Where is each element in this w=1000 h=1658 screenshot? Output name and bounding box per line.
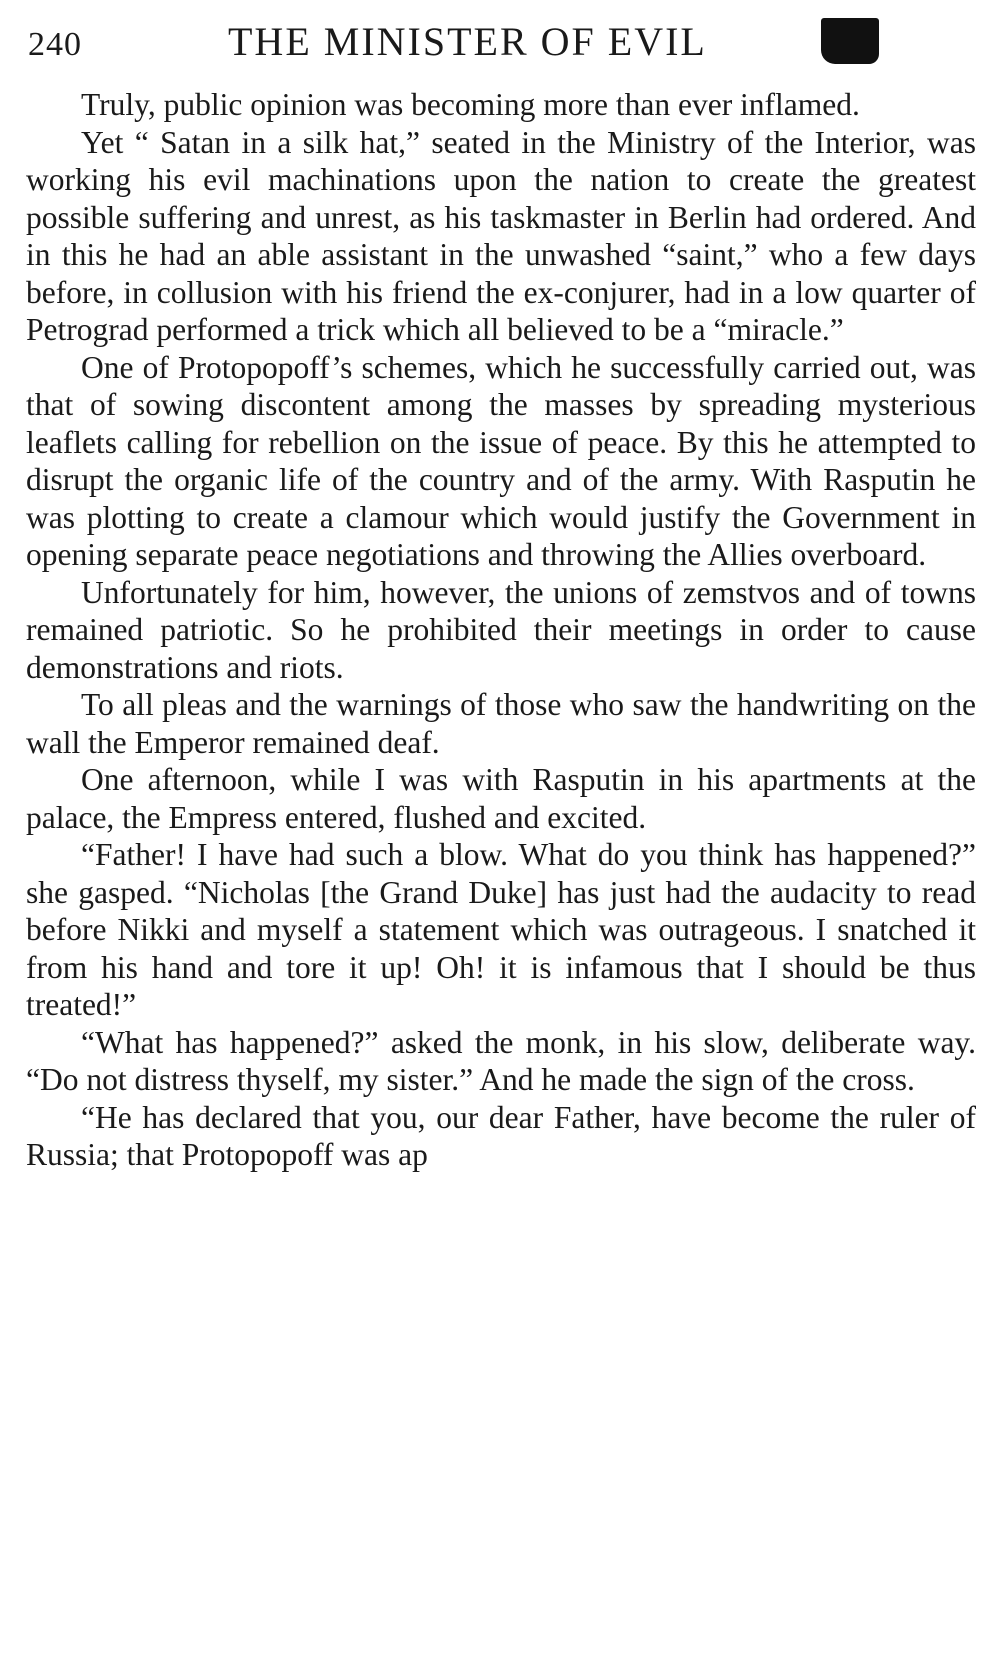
paragraph: One of Protopopoff’s schemes, which he successfully carried out, was that of sowing discontent among the masses by spreading mysterious leaflets calling for rebellion on the issue of peace. By this he attempted to disrupt the organic life of the country and of the army. With Rasputin he was plotting to create a clamour which would justify the Government in opening separate peace negotiations and throwing the Allies overboard. <box>26 349 976 572</box>
paragraph: “What has happened?” asked the monk, in his slow, deliberate way. “Do not distress thyself, my sister.” And he made the sign of the cross. <box>26 1024 976 1097</box>
book-title: THE MINISTER OF EVIL <box>228 19 707 64</box>
paragraph: “Father! I have had such a blow. What do you think has happened?” she gasped. “Nicholas [the Grand Duke] has just had the audacity to read before Nikki and myself a statement which was outrageous. I snatched it from his hand and tore it up! Oh! it is infamous that I should be thus treated!” <box>26 837 976 1022</box>
paragraph: Unfortunately for him, however, the unions of zemstvos and of towns remained patriotic. So he prohibited their meetings in order to cause demonstrations and riots. <box>26 574 976 685</box>
paragraph: Yet “ Satan in a silk hat,” seated in the Ministry of the Interior, was working his evil machinations upon the nation to create the greatest possible suffering and unrest, as his taskmaster in Berlin had ordered. And in this he had an able assistant in the unwashed “saint,” who a few days before, in collusion with his friend the ex-conjurer, had in a low quarter of Petrograd performed a trick which all believed to be a “miracle.” <box>26 124 976 347</box>
body-text <box>26 86 976 1174</box>
paragraph: Truly, public opinion was becoming more than ever inflamed. <box>81 87 860 122</box>
page-number: 240 <box>28 26 82 63</box>
paragraph: “He has declared that you, our dear Father, have become the ruler of Russia; that Protopopoff was ap <box>26 1099 976 1172</box>
paragraph: To all pleas and the warnings of those who saw the handwriting on the wall the Emperor remained deaf. <box>26 687 976 760</box>
running-head <box>28 18 958 78</box>
ink-smudge <box>821 18 879 64</box>
paragraph: One afternoon, while I was with Rasputin in his apartments at the palace, the Empress entered, flushed and excited. <box>26 762 976 835</box>
